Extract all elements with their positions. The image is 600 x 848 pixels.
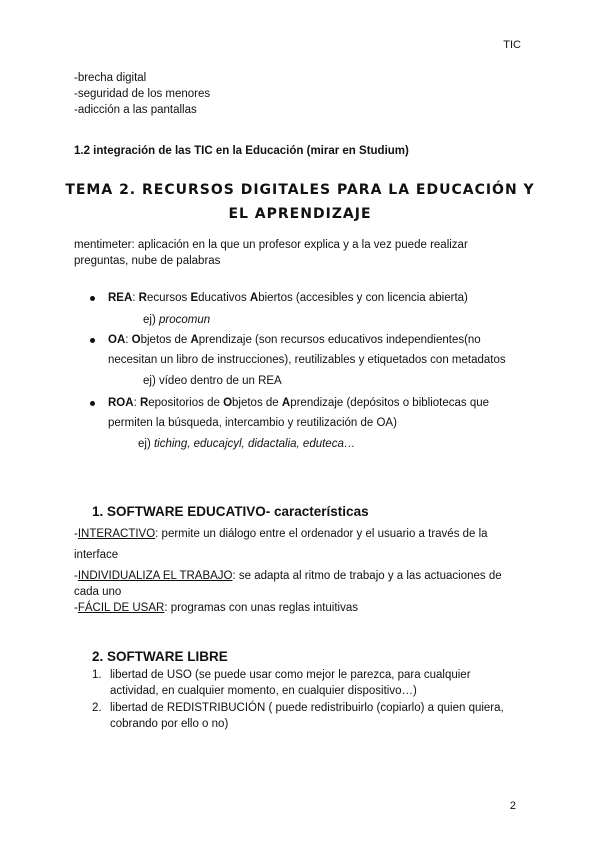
initial: A: [281, 397, 291, 409]
initial: R: [138, 292, 147, 304]
word: ecursos: [146, 292, 191, 304]
bullet-dot-icon: [90, 296, 95, 301]
abbr: ROA: [108, 397, 134, 409]
dash: -: [74, 528, 78, 540]
sep: :: [133, 397, 140, 409]
initial: O: [223, 397, 233, 409]
word: prendizaje (depósitos o bibliotecas que: [290, 397, 490, 409]
section-heading: 2. SOFTWARE LIBRE: [92, 649, 228, 664]
bullet-oa-cont: necesitan un libro de instrucciones), reutilizables y etiquetados con metadatos: [108, 354, 506, 366]
word: bjetos de: [140, 334, 191, 346]
bullet-oa-line: [108, 333, 481, 348]
abbr: REA: [108, 292, 133, 304]
example-text: tiching, educajcyl, didactalia, eduteca…: [153, 438, 356, 450]
bullet-roa-cont: permiten la búsqueda, intercambio y reutilización de OA): [108, 417, 397, 429]
initial: A: [249, 292, 259, 304]
item-line: cobrando por ello o no): [110, 718, 229, 730]
title-line-2: EL APRENDIZAJE: [228, 206, 372, 222]
bullet-dot-icon: [90, 338, 95, 343]
section-heading: 1. SOFTWARE EDUCATIVO- características: [92, 504, 369, 519]
word: bjetos de: [232, 397, 282, 409]
feature-term: FÁCIL DE USAR: [77, 602, 165, 614]
title-line-1: TEMA 2. RECURSOS DIGITALES PARA LA EDUCACIÓN Y: [65, 182, 535, 198]
bullet-roa-line: [108, 396, 489, 411]
item-line: actividad, en cualquier momento, en cualquier dispositivo…): [110, 685, 417, 697]
feature-term: INDIVIDUALIZA EL TRABAJO: [77, 570, 233, 582]
item-line: libertad de USO (se puede usar como mejor le parezca, para cualquier: [110, 669, 471, 681]
dash: -: [74, 570, 78, 582]
page-title: [40, 178, 560, 226]
initial: R: [139, 397, 149, 409]
feature-cont: interface: [74, 549, 119, 561]
bullet-oa-example: ej) vídeo dentro de un REA: [143, 375, 282, 387]
example-prefix: ej): [143, 314, 159, 326]
sep: :: [132, 292, 139, 304]
example-prefix: ej): [138, 438, 154, 450]
initial: E: [190, 292, 199, 304]
feature-term: INTERACTIVO: [77, 528, 156, 540]
mentimeter-line: mentimeter: aplicación en la que un profesor explica y a la vez puede realizar: [74, 239, 468, 251]
page-header: TIC: [503, 39, 521, 51]
bullet-dot-icon: [90, 401, 95, 406]
feature-individualiza: [74, 569, 502, 584]
dash: -: [74, 602, 78, 614]
example-text: procomun: [158, 314, 211, 326]
item-line: libertad de REDISTRIBUCIÓN ( puede redistribuirlo (copiarlo) a quien quiera,: [110, 702, 504, 714]
word: prendizaje (son recursos educativos independientes(no: [198, 334, 481, 346]
mentimeter-line: preguntas, nube de palabras: [74, 255, 221, 267]
feature-text: : programas con unas reglas intuitivas: [164, 602, 359, 614]
intro-item: -seguridad de los menores: [74, 88, 211, 100]
feature-text: : permite un diálogo entre el ordenador y el usuario a través de la: [155, 528, 488, 540]
word: biertos (accesibles y con licencia abierta): [258, 292, 468, 304]
bullet-rea-example: [143, 313, 210, 328]
intro-item: -brecha digital: [74, 72, 147, 84]
sep: :: [125, 334, 132, 346]
item-number: 1.: [92, 669, 102, 681]
feature-cont: cada uno: [74, 586, 122, 598]
intro-item: -adicción a las pantallas: [74, 104, 197, 116]
word: epositorios de: [148, 397, 224, 409]
item-number: 2.: [92, 702, 102, 714]
initial: O: [131, 334, 141, 346]
word: ducativos: [198, 292, 250, 304]
abbr: OA: [108, 334, 126, 346]
feature-text: : se adapta al ritmo de trabajo y a las actuaciones de: [232, 570, 502, 582]
feature-interactivo: [74, 527, 488, 542]
bullet-roa-example: [138, 437, 355, 452]
subheading: 1.2 integración de las TIC en la Educación (mirar en Studium): [74, 145, 409, 157]
feature-facil: [74, 601, 358, 616]
bullet-rea-line: [108, 291, 468, 306]
page-number: 2: [509, 800, 516, 812]
initial: A: [190, 334, 199, 346]
